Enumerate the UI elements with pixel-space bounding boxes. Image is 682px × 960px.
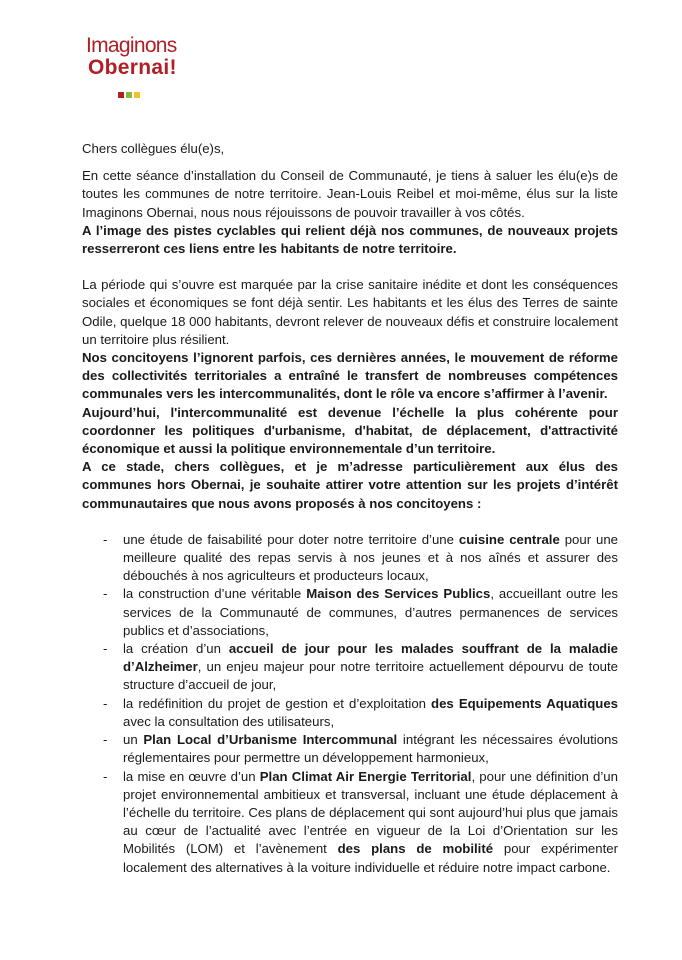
list-item-cuisine-centrale: - une étude de faisabilité pour doter notre territoire d’une cuisine centrale pour une meilleure qualité des repas servis à nos jeunes et à nos aînés et assurer des débouchés à nos agriculteurs et producteurs locaux,	[103, 531, 618, 584]
paragraph-intercommunality: Aujourd’hui, l'intercommunalité est devenue l’échelle la plus cohérente pour coordonner les politiques d'urbanisme, d'habitat, de déplacement, d'attractivité économique et aussi la politique environnementale d’un territoire.	[82, 404, 618, 457]
logo-square-green	[126, 92, 132, 98]
projects-list	[82, 531, 618, 877]
logo-color-squares	[118, 92, 140, 98]
paragraph-territorial-reform: Nos concitoyens l’ignorent parfois, ces dernières années, le mouvement de réforme des collectivités territoriales a entraîné le transfert de nombreuses compétences communales vers les intercommunalités, dont le rôle va encore s’affirmer à l’avenir.	[82, 350, 618, 402]
letter-body	[82, 140, 618, 877]
logo-square-yellow	[134, 92, 140, 98]
logo-text-imaginons: Imaginons	[86, 34, 177, 57]
salutation: Chers collègues élu(e)s,	[82, 141, 225, 156]
list-item-equipements-aquatiques: - la redéfinition du projet de gestion et d’exploitation des Equipements Aquatiques avec la consultation des utilisateurs,	[103, 695, 618, 729]
paragraph-health-crisis: La période qui s’ouvre est marquée par la crise sanitaire inédite et dont les conséquences sociales et économiques se font déjà sentir. Les habitants et les élus des Terres de sainte Odile, quelque 18 000 habitants, devront relever de nouveaux défis et construire localement un territoire plus résilient.	[82, 277, 618, 347]
logo-square-red	[118, 92, 124, 98]
logo-text-obernai: Obernai!	[88, 56, 177, 79]
list-item-plan-urbanisme: - un Plan Local d’Urbanisme Intercommunal intégrant les nécessaires évolutions réglementaires pour permettre un développement harmonieux,	[103, 732, 618, 766]
list-item-maison-services-publics: - la construction d’une véritable Maison des Services Publics, accueillant outre les services de la Communauté de communes, d’autres permanences de services publics et d’associations,	[103, 586, 618, 638]
paragraph-community-projects-intro: A ce stade, chers collègues, et je m’adresse particulièrement aux élus des communes hors Obernai, je souhaite attirer votre attention sur les projets d’intérêt communautaires que nous avons proposés à nos concitoyens :	[82, 459, 618, 511]
list-item-accueil-alzheimer: - la création d’un accueil de jour pour les malades souffrant de la maladie d’Alzheimer, un enjeu majeur pour notre territoire actuellement dépourvu de toute structure d’accueil de jour,	[103, 641, 619, 693]
paragraph-cycle-paths: A l’image des pistes cyclables qui relient déjà nos communes, de nouveaux projets resserreront ces liens entre les habitants de notre territoire.	[82, 222, 618, 257]
paragraph-installation: En cette séance d’installation du Conseil de Communauté, je tiens à saluer les élu(e)s de toutes les communes de notre territoire. Jean-Louis Reibel et moi-même, élus sur la liste Imaginons Obernai, nous nous réjouissons de pouvoir travailler à vos côtés.	[82, 168, 618, 220]
logo	[86, 34, 177, 104]
list-item-plan-climat: - la mise en œuvre d’un Plan Climat Air Energie Territorial, pour une définition d’un projet environnemental ambitieux et transversal, incluant une étude déplacement à l’échelle du territoire. Ces plans de déplacement qui sont aujourd’hui plus que jamais au cœur de l’actualité avec l’entrée en vigueur de la Loi d’Orientation sur les Mobilités (LOM) et l’avènement des plans de mobilité pour expérimenter localement des alternatives à la voiture individuelle et réduire notre impact carbone.	[103, 768, 618, 875]
